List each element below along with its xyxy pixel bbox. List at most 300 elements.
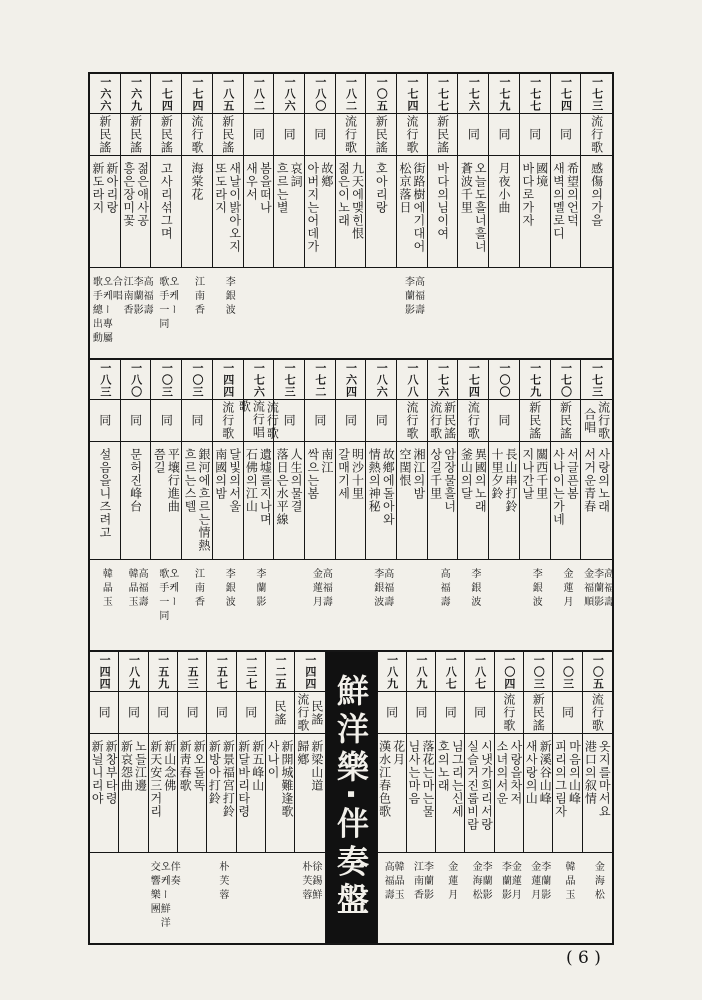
genre-cell [295,692,324,734]
catalog-number-cell [90,74,121,114]
catalog-number-cell [458,360,489,400]
title-cell [458,156,489,268]
song-title: 新도라지 [90,162,105,214]
genre-label: 同 [97,706,112,719]
genre-cell [553,692,582,734]
song-title: 湘江의밤 [411,448,426,500]
catalog-number-cell [397,74,428,114]
genre-label: 流行歌 [404,115,419,154]
genre-label: 流行歌 [466,401,481,440]
catalog-number-cell [182,360,213,400]
record-column [178,652,207,943]
catalog-number: 一〇五 [375,75,389,112]
record-column [90,652,119,943]
song-title: 異國의노래 [473,448,488,513]
record-column [397,74,428,358]
song-title: 사나이는가네 [551,448,566,526]
title-cell [378,734,407,853]
title-cell [397,442,428,560]
artist-cell [428,560,459,650]
artist-name: 歌手總出動 [90,276,102,346]
song-title: 님사는마음 [406,740,421,805]
catalog-number: 一七七 [528,75,542,112]
record-column [336,74,367,358]
genre-cell [121,400,152,442]
record-column [151,74,182,358]
genre-label: 同 [214,706,229,719]
title-cell [581,156,612,268]
artist-cell [524,853,553,943]
artist-cell [551,268,582,358]
record-column [581,74,612,358]
artist-name: 韓晶玉 [392,861,404,903]
page-number: ( 6 ) [566,948,601,968]
genre-cell [244,114,275,156]
song-title: 蒼波千里 [459,162,474,214]
song-title: 고사리섞그며 [159,162,174,240]
catalog-number-cell [495,652,524,692]
record-column [121,360,152,650]
catalog-number: 一七三 [283,361,297,398]
catalog-number: 一八五 [221,75,235,112]
genre-cell [178,692,207,734]
artist-cell [458,560,489,650]
genre-cell [90,400,121,442]
artist-name: 江南香 [411,861,423,903]
song-title: 상길千里 [428,448,443,500]
genre-cell [121,114,152,156]
catalog-number: 一五七 [215,653,229,690]
genre-cell [378,692,407,734]
title-cell [274,442,305,560]
catalog-number: 一〇三 [191,361,205,398]
catalog-number: 一八〇 [313,75,327,112]
genre-cell [465,692,494,734]
artist-name: 李蘭影 [421,861,433,903]
artist-name: 오케ー [166,568,178,610]
song-title: 新창부타령 [104,740,119,805]
song-title: 암장물흘너 [442,448,457,513]
title-cell [428,442,459,560]
song-title: 실슬거진룹비람 [465,740,480,831]
artist-cell [266,853,295,943]
artist-cell [295,853,324,943]
song-title: 港口의叙情 [583,740,598,805]
title-cell [428,156,459,268]
title-cell [551,156,582,268]
artist-name: 金海松 [592,861,604,903]
catalog-number: 一七九 [528,361,542,398]
record-column [305,74,336,358]
catalog-number-cell [366,74,397,114]
genre-label: 新民謠 [527,401,542,440]
title-cell [436,734,465,853]
catalog-number-cell [428,360,459,400]
genre-cell [336,114,367,156]
catalog-number: 一八九 [414,653,428,690]
catalog-number: 一三七 [244,653,258,690]
title-cell [495,734,524,853]
artist-name: 高福壽 [381,568,393,610]
catalog-number-cell [274,360,305,400]
title-cell [553,734,582,853]
catalog-number-cell [551,74,582,114]
record-column [428,360,459,650]
record-column [266,652,295,943]
song-title: 月夜小曲 [497,162,512,214]
artist-cell [90,560,121,650]
artist-cell [274,268,305,358]
genre-cell [182,400,213,442]
record-column [436,652,465,943]
genre-label: 同 [126,706,141,719]
record-column [583,652,612,943]
artist-cell [336,268,367,358]
genre-cell [489,400,520,442]
song-title: 新梁山道 [309,740,324,792]
song-title: 新아리랑 [104,162,119,214]
catalog-number: 一七四 [160,75,174,112]
record-column [244,74,275,358]
song-title: 싹으는봄 [305,448,320,500]
catalog-number: 一〇四 [502,653,516,690]
title-cell [489,442,520,560]
song-title: 新靑春歌 [178,740,193,792]
catalog-number: 一四四 [221,361,235,398]
artist-name: 金蓮月 [445,861,457,903]
song-title: 새우서 [244,162,259,201]
song-title: 新오돌똑 [192,740,207,792]
catalog-number: 一八七 [444,653,458,690]
song-title: 感傷의가을 [589,162,604,227]
title-cell [244,156,275,268]
record-column [551,360,582,650]
genre-label: 流行唱歌 [237,400,266,439]
title-cell [121,156,152,268]
catalog-number-cell [407,652,436,692]
record-column [207,652,236,943]
song-title: 新哀怨曲 [119,740,134,792]
genre-cell [458,400,489,442]
genre-cell [428,400,459,442]
song-title: 호의노래 [436,740,451,792]
genre-cell [551,400,582,442]
song-title: 마음의山峰 [567,740,582,805]
genre-cell [305,400,336,442]
record-column [397,360,428,650]
song-title: 또도라지 [213,162,228,214]
record-column [237,360,280,650]
song-title: 바다로가자 [520,162,535,227]
artist-cell [244,268,275,358]
catalog-number: 一七九 [498,75,512,112]
genre-label: 新民謠 [220,115,235,154]
record-column [149,652,178,943]
genre-cell [149,692,178,734]
artist-cell [428,268,459,358]
catalog-number: 一七二 [313,361,327,398]
genre-label: 新民謠 [374,115,389,154]
record-column [428,74,459,358]
genre-cell [583,692,612,734]
artist-cell [551,560,582,650]
artist-cell [336,560,367,650]
genre-label: 流行歌 [295,693,310,732]
catalog-number: 一二五 [274,653,288,690]
catalog-number-cell [213,360,244,400]
genre-label: 流行歌 [501,693,516,732]
title-cell [213,156,244,268]
record-column [520,360,551,650]
catalog-number-cell [305,74,336,114]
song-title: 소녀의서운 [494,740,509,805]
genre-cell [489,114,520,156]
title-cell [407,734,436,853]
catalog-number-cell [121,360,152,400]
genre-label: 同 [343,414,358,427]
song-title: 南國의밤 [213,448,228,500]
artist-cell [520,560,551,650]
song-title: 平壤行進曲 [166,448,181,513]
accompaniment-banner: 鮮洋樂·伴奏盤 [325,652,378,943]
catalog-number-cell [149,652,178,692]
song-title: 街路樹에기대어 [411,162,426,253]
artist-cell [237,853,266,943]
catalog-number-cell [207,652,236,692]
record-group-left [90,652,325,943]
catalog-number: 一六九 [129,75,143,112]
song-title: 海棠花 [190,162,205,201]
artist-name: 高福壽 [320,568,332,610]
title-cell [583,734,612,853]
genre-label: 同 [472,706,487,719]
song-title: 新달바리타령 [236,740,251,818]
genre-cell [524,692,553,734]
title-cell [149,734,178,853]
genre-label: 流行歌 [404,401,419,440]
catalog-number-cell [336,74,367,114]
song-title: 쯤길 [152,448,167,474]
song-title: 사랑의노래 [596,448,611,513]
artist-cell [366,560,397,650]
artist-name: 李銀波 [530,568,542,610]
song-title: 新방아打鈴 [207,740,222,805]
genre-cell [151,114,182,156]
song-title: 흐르는별 [275,162,290,214]
song-title: 호아리랑 [374,162,389,214]
catalog-number-cell [182,74,213,114]
artist-name: 韓晶玉 [563,861,575,903]
song-title: 新五峰山 [250,740,265,792]
artist-name: 李蘭影 [402,276,414,318]
catalog-number: 一七六 [252,361,266,398]
genre-label: 同 [282,128,297,141]
artist-cell [119,853,148,943]
record-column [524,652,553,943]
song-title: 新늴니리야 [90,740,105,805]
song-title: 石佛의江山 [244,448,259,513]
record-column [407,652,436,943]
song-title: 歸鄕 [295,740,310,766]
genre-label: 新民謠 [97,115,112,154]
genre-label: 流行歌 [590,693,605,732]
catalog-number: 一〇三 [532,653,546,690]
genre-label: 新民謠 [531,693,546,732]
catalog-number: 一八二 [252,75,266,112]
title-cell [489,156,520,268]
genre-label: 同 [374,414,389,427]
catalog-number-cell [551,360,582,400]
genre-label: 同 [190,414,205,427]
catalog-number-cell [397,360,428,400]
catalog-number-cell [583,652,612,692]
artist-cell [274,560,305,650]
artist-name: 李蘭影 [538,861,550,903]
genre-label: 同 [527,128,542,141]
genre-cell [266,692,295,734]
song-title: 空閨恨 [397,448,412,487]
artist-cell [305,268,336,358]
artist-cell [520,268,551,358]
catalog-number: 一八二 [344,75,358,112]
genre-label: 新民謠 [558,401,573,440]
artist-cell [178,853,207,943]
genre-label: 同 [97,414,112,427]
song-title: 설음을니즈려고 [97,448,112,539]
genre-label: 同 [497,128,512,141]
artist-name: 李蘭影 [131,276,143,318]
artist-name: 金海松 [470,861,482,903]
artist-name: 歌手一同 [156,568,168,624]
record-column [151,360,182,650]
catalog-number-cell [465,652,494,692]
genre-cell [551,114,582,156]
genre-cell [213,114,244,156]
song-title: 釜山의달 [459,448,474,500]
artist-cell [458,268,489,358]
band-top [90,74,612,360]
record-column [305,360,336,650]
catalog-number: 一五九 [156,653,170,690]
title-cell [305,156,336,268]
catalog-number: 一六四 [344,361,358,398]
title-cell [178,734,207,853]
catalog-number: 一七四 [191,75,205,112]
title-cell [121,442,152,560]
artist-name: 李蘭影 [253,568,265,610]
song-title: 人生의물결 [289,448,304,513]
catalog-number-cell [520,360,551,400]
genre-cell [90,692,119,734]
genre-label: 同 [312,414,327,427]
artist-cell [581,560,612,650]
song-title: 서글픈봄 [565,448,580,500]
record-table [88,72,614,945]
artist-cell [495,853,524,943]
artist-name: 李銀波 [468,568,480,610]
catalog-number-cell [524,652,553,692]
title-cell [266,734,295,853]
genre-cell [274,114,305,156]
catalog-number-cell [151,74,182,114]
song-title: 希望의언덕 [565,162,580,227]
song-title: 서거운青春 [582,448,597,513]
song-title: 사나이 [266,740,281,779]
record-group-right [378,652,613,943]
title-cell [207,734,236,853]
song-title: 故鄕에돌아와 [381,448,396,526]
title-cell [366,156,397,268]
song-title: 피리의그림자 [553,740,568,818]
record-column [495,652,524,943]
artist-cell [182,268,213,358]
song-title: 哀詞 [289,162,304,188]
catalog-number-cell [119,652,148,692]
catalog-number: 一八六 [283,75,297,112]
artist-name: 朴芙蓉 [216,861,228,903]
title-cell [305,442,336,560]
genre-cell [520,114,551,156]
song-title: 새날이밝아오지 [227,162,242,253]
genre-label: 同 [282,414,297,427]
catalog-number: 一〇〇 [498,361,512,398]
catalog-number: 一四四 [98,653,112,690]
catalog-number-cell [553,652,582,692]
artist-name: 高福壽 [136,568,148,610]
catalog-number-cell [266,652,295,692]
record-column [489,74,520,358]
genre-label: 新民謠 [159,115,174,154]
title-cell [336,442,367,560]
artist-name: 오케ー [166,276,178,318]
genre-cell [182,114,213,156]
artist-name: 金蓮月 [528,861,540,903]
song-title: 문허진峰台 [128,448,143,513]
title-cell [151,442,182,560]
catalog-number: 一八三 [98,361,112,398]
catalog-number-cell [428,74,459,114]
song-title: 옷지를마서요 [597,740,612,818]
artist-cell [207,853,236,943]
record-column [336,360,367,650]
title-cell [90,442,121,560]
song-title: 關西千里 [534,448,549,500]
title-cell [213,442,244,560]
genre-label: 新民謠 [128,115,143,154]
artist-cell [151,560,182,650]
genre-cell [237,692,266,734]
song-title: 시냇가희리서랑 [479,740,494,831]
catalog-number: 一七四 [467,361,481,398]
song-title: 故鄕 [319,162,334,188]
catalog-number: 一七六 [467,75,481,112]
song-title: 새사랑의山 [524,740,539,805]
genre-label: 新民謠 [435,115,450,154]
title-cell [182,442,213,560]
song-title: 銀河에흐르는情熱 [197,448,212,552]
record-column [551,74,582,358]
artist-name: 江南香 [192,568,204,610]
catalog-number-cell [295,652,324,692]
artist-cell [436,853,465,943]
artist-cell [151,268,182,358]
record-column [465,652,494,943]
record-column [90,360,121,650]
artist-name: 李銀波 [371,568,383,610]
record-column [520,74,551,358]
record-column [366,74,397,358]
record-column [489,360,520,650]
